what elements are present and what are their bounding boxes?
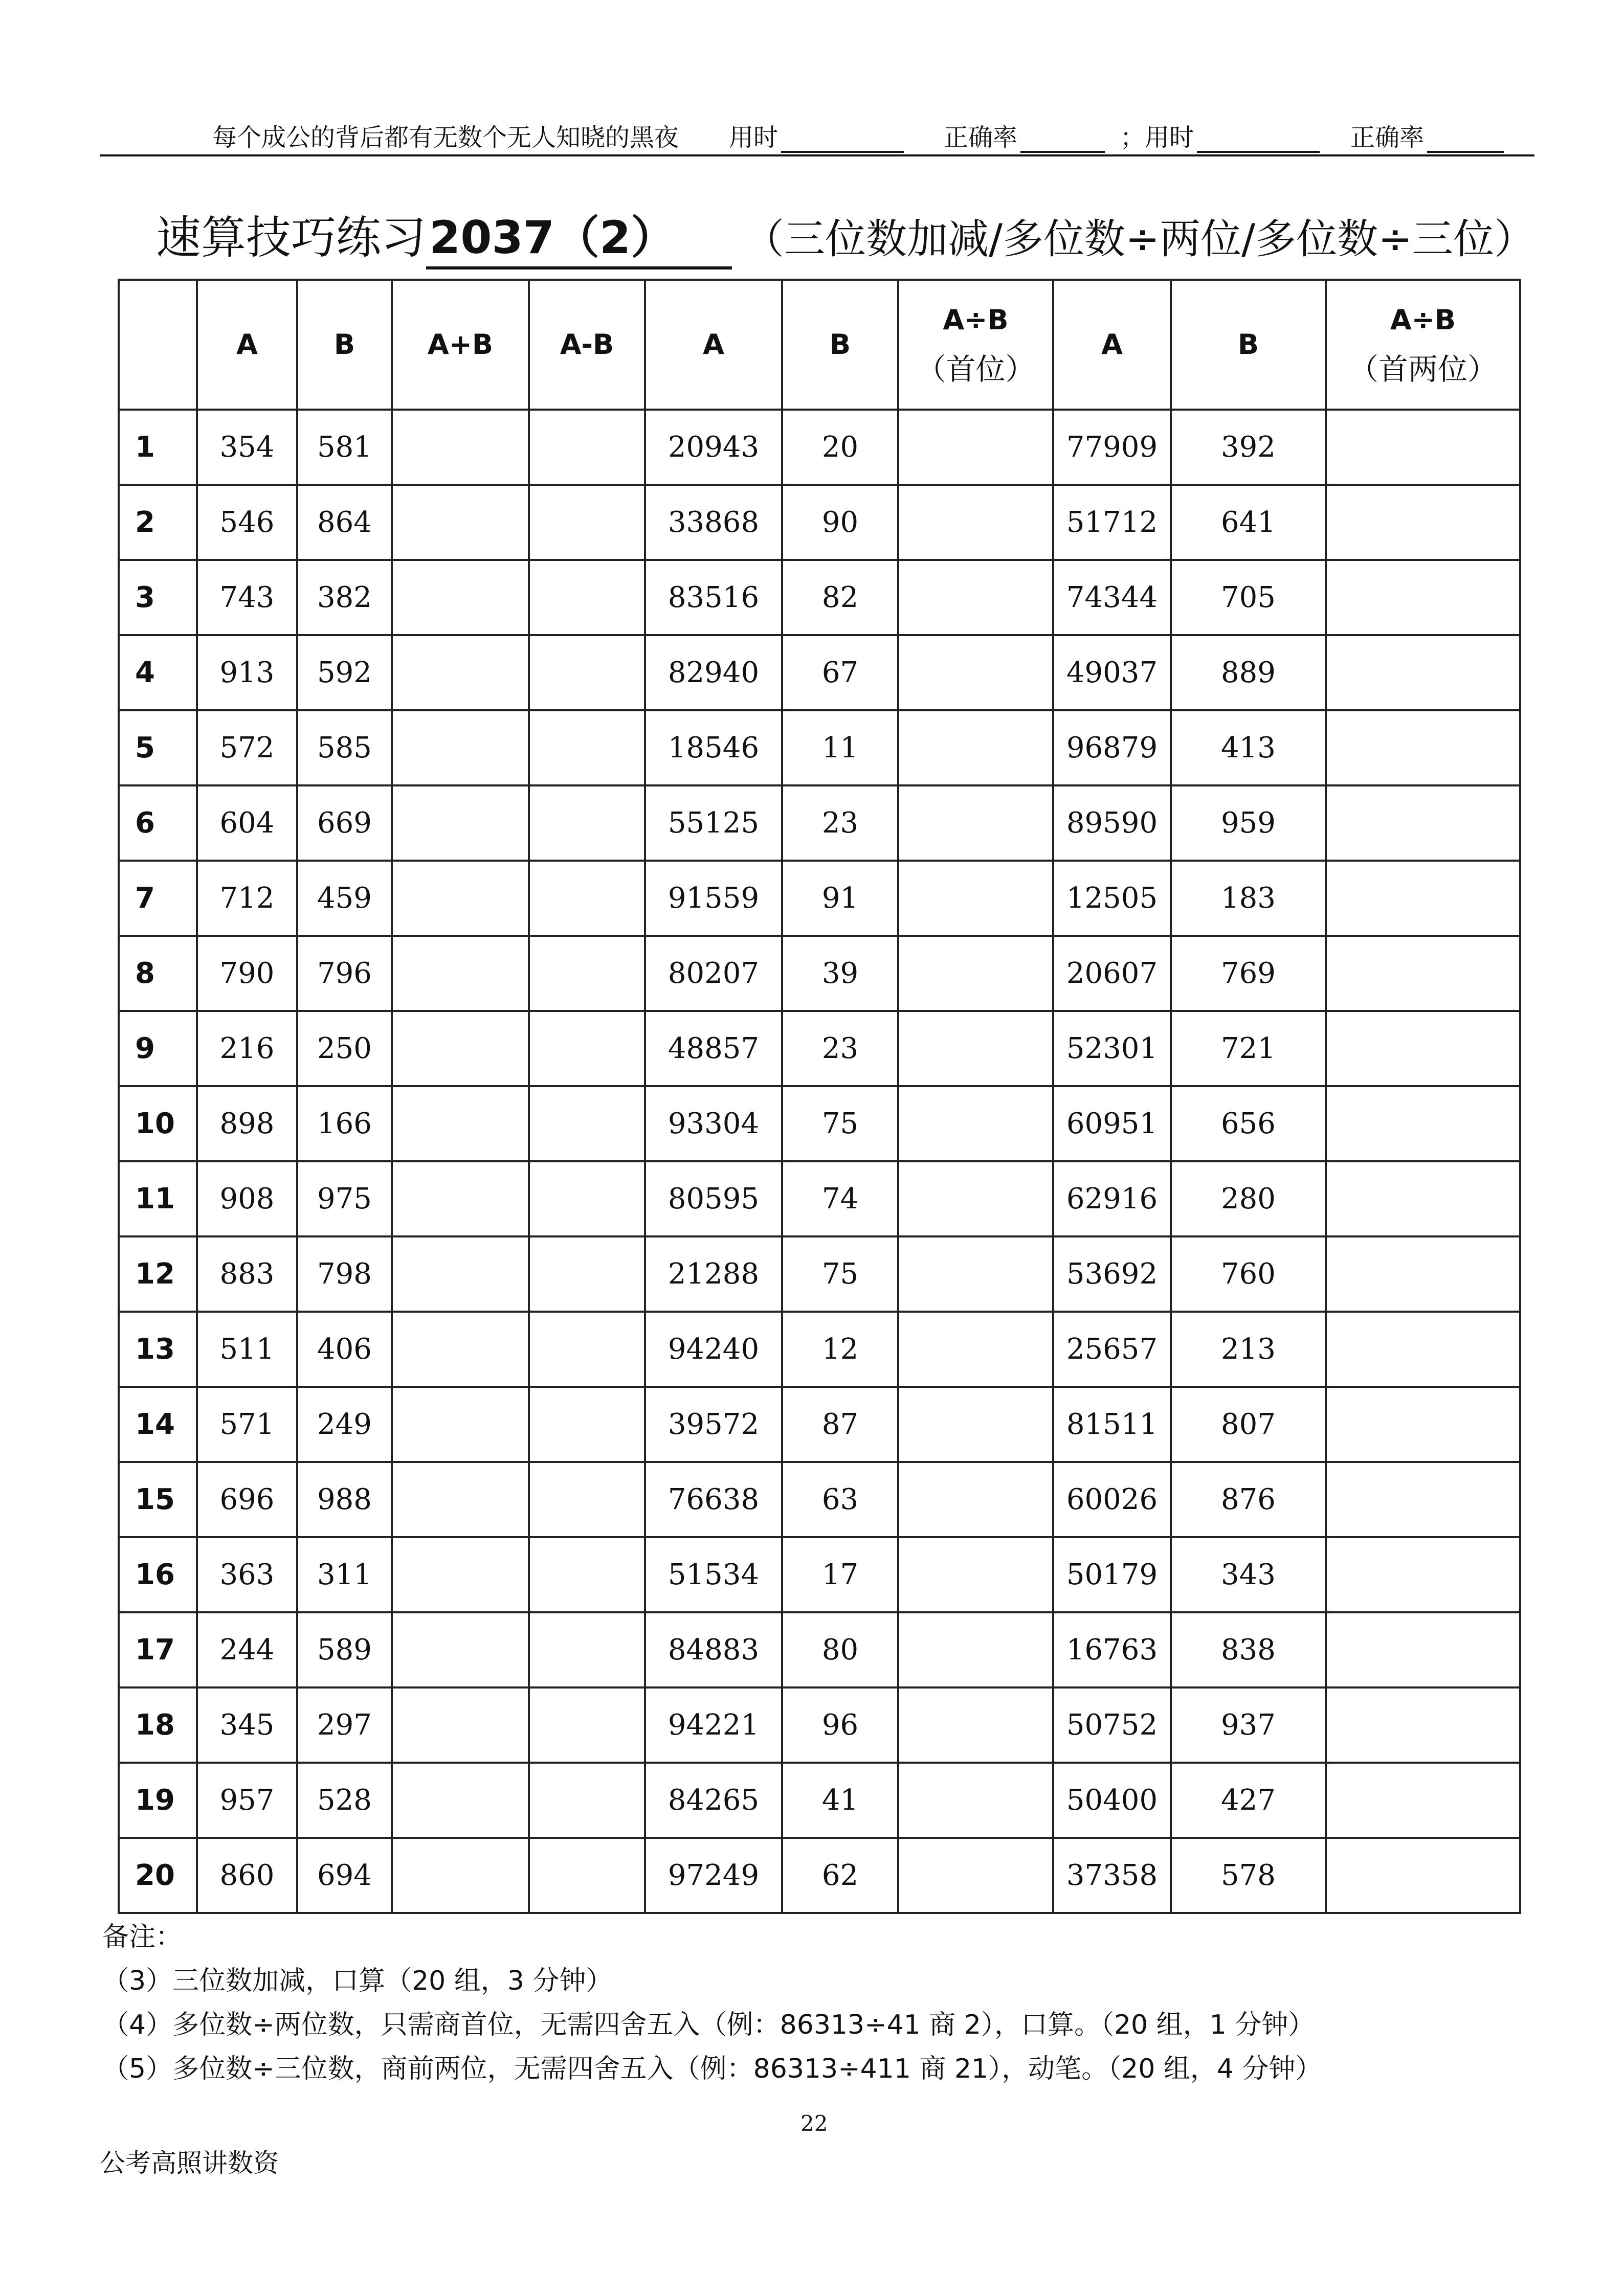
column-header-label: A÷B: [943, 304, 1009, 336]
practice-table: [118, 279, 1521, 1914]
column-header: [119, 280, 197, 410]
column-header: [297, 280, 392, 410]
column-header-label: B: [829, 328, 851, 361]
difference-answer-cell[interactable]: [529, 1537, 645, 1612]
row-number: 1: [119, 410, 197, 485]
footer-text: 公考高照讲数资: [100, 2148, 279, 2178]
quotient-first-two-digits-cell[interactable]: [1326, 1086, 1520, 1161]
difference-answer-cell[interactable]: [529, 710, 645, 785]
divisor-b: 41: [782, 1763, 898, 1838]
divisor-b: 183: [1171, 861, 1326, 936]
divisor-b: 39: [782, 936, 898, 1011]
table-row: [119, 1011, 1520, 1086]
dividend-a: 50752: [1053, 1687, 1171, 1763]
dividend-a: 20607: [1053, 936, 1171, 1011]
header-motto: 每个成公的背后都有无数个无人知晓的黑夜: [212, 123, 679, 152]
quotient-first-two-digits-cell[interactable]: [1326, 1462, 1520, 1537]
dividend-a: 33868: [645, 485, 782, 560]
sum-answer-cell[interactable]: [392, 560, 529, 635]
divisor-b: 75: [782, 1086, 898, 1161]
divisor-b: 760: [1171, 1236, 1326, 1312]
divisor-b: 413: [1171, 710, 1326, 785]
addend-b: 382: [297, 560, 392, 635]
sum-answer-cell[interactable]: [392, 1687, 529, 1763]
table-row: [119, 1236, 1520, 1312]
dividend-a: 77909: [1053, 410, 1171, 485]
divisor-b: 23: [782, 1011, 898, 1086]
sum-answer-cell[interactable]: [392, 1763, 529, 1838]
addend-a: 743: [197, 560, 297, 635]
quotient-first-digit-cell[interactable]: [898, 410, 1053, 485]
quotient-first-digit-cell[interactable]: [898, 560, 1053, 635]
sum-answer-cell[interactable]: [392, 710, 529, 785]
sum-answer-cell[interactable]: [392, 1537, 529, 1612]
row-number: 15: [119, 1462, 197, 1537]
addend-b: 988: [297, 1462, 392, 1537]
sum-answer-cell[interactable]: [392, 1236, 529, 1312]
page-title: [156, 202, 1535, 269]
row-number: 2: [119, 485, 197, 560]
dividend-a: 82940: [645, 635, 782, 710]
sum-answer-cell[interactable]: [392, 1312, 529, 1387]
divisor-b: 20: [782, 410, 898, 485]
difference-answer-cell[interactable]: [529, 560, 645, 635]
addend-a: 883: [197, 1236, 297, 1312]
table-row: [119, 1612, 1520, 1687]
quotient-first-digit-cell[interactable]: [898, 1462, 1053, 1537]
sum-answer-cell[interactable]: [392, 1011, 529, 1086]
addend-a: 244: [197, 1612, 297, 1687]
divisor-b: 343: [1171, 1537, 1326, 1612]
table-row: [119, 710, 1520, 785]
difference-answer-cell[interactable]: [529, 1161, 645, 1236]
difference-answer-cell[interactable]: [529, 485, 645, 560]
divisor-b: 280: [1171, 1161, 1326, 1236]
divisor-b: 213: [1171, 1312, 1326, 1387]
dividend-a: 94221: [645, 1687, 782, 1763]
addend-b: 669: [297, 785, 392, 861]
table-row: [119, 936, 1520, 1011]
divisor-b: 876: [1171, 1462, 1326, 1537]
addend-a: 354: [197, 410, 297, 485]
quotient-first-digit-cell[interactable]: [898, 1161, 1053, 1236]
sum-answer-cell[interactable]: [392, 936, 529, 1011]
quotient-first-two-digits-cell[interactable]: [1326, 485, 1520, 560]
addend-a: 898: [197, 1086, 297, 1161]
divisor-b: 90: [782, 485, 898, 560]
addend-b: 459: [297, 861, 392, 936]
row-number: 5: [119, 710, 197, 785]
addend-b: 311: [297, 1537, 392, 1612]
accuracy-blank-1[interactable]: [1020, 124, 1105, 153]
divisor-b: 82: [782, 560, 898, 635]
divisor-b: 23: [782, 785, 898, 861]
divisor-b: 11: [782, 710, 898, 785]
sum-answer-cell[interactable]: [392, 1161, 529, 1236]
addend-a: 345: [197, 1687, 297, 1763]
dividend-a: 76638: [645, 1462, 782, 1537]
dividend-a: 53692: [1053, 1236, 1171, 1312]
time-field-2[interactable]: [1120, 118, 1320, 153]
divisor-b: 427: [1171, 1763, 1326, 1838]
row-number: 16: [119, 1537, 197, 1612]
dividend-a: 49037: [1053, 635, 1171, 710]
row-number: 18: [119, 1687, 197, 1763]
column-header: [898, 280, 1053, 410]
sum-answer-cell[interactable]: [392, 1612, 529, 1687]
difference-answer-cell[interactable]: [529, 410, 645, 485]
row-number: 17: [119, 1612, 197, 1687]
dividend-a: 80207: [645, 936, 782, 1011]
addend-a: 571: [197, 1387, 297, 1462]
addend-b: 694: [297, 1838, 392, 1913]
quotient-first-two-digits-cell[interactable]: [1326, 1387, 1520, 1462]
row-number: 7: [119, 861, 197, 936]
divisor-b: 769: [1171, 936, 1326, 1011]
column-header-label: A÷B: [1390, 304, 1456, 336]
time-label-2: ；用时: [1120, 123, 1194, 152]
time-field-1[interactable]: [729, 118, 904, 153]
addend-b: 166: [297, 1086, 392, 1161]
sum-answer-cell[interactable]: [392, 1086, 529, 1161]
dividend-a: 94240: [645, 1312, 782, 1387]
column-header: [782, 280, 898, 410]
divisor-b: 705: [1171, 560, 1326, 635]
difference-answer-cell[interactable]: [529, 936, 645, 1011]
row-number: 11: [119, 1161, 197, 1236]
table-row: [119, 485, 1520, 560]
dividend-a: 80595: [645, 1161, 782, 1236]
difference-answer-cell[interactable]: [529, 1236, 645, 1312]
time-blank-1[interactable]: [781, 124, 904, 153]
divisor-b: 838: [1171, 1612, 1326, 1687]
divisor-b: 63: [782, 1462, 898, 1537]
addend-b: 589: [297, 1612, 392, 1687]
accuracy-field-1[interactable]: [944, 118, 1105, 153]
dividend-a: 62916: [1053, 1161, 1171, 1236]
quotient-first-two-digits-cell[interactable]: [1326, 1687, 1520, 1763]
sum-answer-cell[interactable]: [392, 410, 529, 485]
quotient-first-digit-cell[interactable]: [898, 1236, 1053, 1312]
divisor-b: 80: [782, 1612, 898, 1687]
quotient-first-digit-cell[interactable]: [898, 861, 1053, 936]
addend-b: 297: [297, 1687, 392, 1763]
accuracy-blank-2[interactable]: [1427, 124, 1504, 153]
table-row: [119, 1086, 1520, 1161]
divisor-b: 937: [1171, 1687, 1326, 1763]
dividend-a: 16763: [1053, 1612, 1171, 1687]
difference-answer-cell[interactable]: [529, 1612, 645, 1687]
notes-label: 备注：: [102, 1922, 183, 1952]
dividend-a: 93304: [645, 1086, 782, 1161]
difference-answer-cell[interactable]: [529, 635, 645, 710]
table-row: [119, 1838, 1520, 1913]
column-header: [197, 280, 297, 410]
dividend-a: 18546: [645, 710, 782, 785]
divisor-b: 91: [782, 861, 898, 936]
title-number: 2037（2）: [426, 202, 732, 269]
difference-answer-cell[interactable]: [529, 1011, 645, 1086]
column-header-label: A: [703, 328, 724, 361]
addend-a: 363: [197, 1537, 297, 1612]
table-row: [119, 785, 1520, 861]
addend-a: 860: [197, 1838, 297, 1913]
time-blank-2[interactable]: [1197, 124, 1320, 153]
difference-answer-cell[interactable]: [529, 1312, 645, 1387]
addend-a: 957: [197, 1763, 297, 1838]
column-header-sublabel: （首两位）: [1348, 352, 1497, 387]
page-header: [100, 114, 1534, 156]
addend-a: 790: [197, 936, 297, 1011]
quotient-first-digit-cell[interactable]: [898, 1387, 1053, 1462]
quotient-first-digit-cell[interactable]: [898, 936, 1053, 1011]
quotient-first-digit-cell[interactable]: [898, 485, 1053, 560]
addend-a: 913: [197, 635, 297, 710]
note-line: （4）多位数÷两位数，只需商首位，无需四舍五入（例：86313÷41 商 2），口算。（20 组，1 分钟）: [102, 2010, 1315, 2040]
row-number: 3: [119, 560, 197, 635]
column-header: [392, 280, 529, 410]
quotient-first-two-digits-cell[interactable]: [1326, 710, 1520, 785]
dividend-a: 20943: [645, 410, 782, 485]
addend-a: 712: [197, 861, 297, 936]
accuracy-field-2[interactable]: [1350, 118, 1504, 153]
divisor-b: 807: [1171, 1387, 1326, 1462]
accuracy-label-1: 正确率: [944, 123, 1018, 152]
dividend-a: 91559: [645, 861, 782, 936]
row-number: 14: [119, 1387, 197, 1462]
column-header: [529, 280, 645, 410]
note-line: （5）多位数÷三位数，商前两位，无需四舍五入（例：86313÷411 商 21），动笔。（20 组，4 分钟）: [102, 2054, 1322, 2084]
table-row: [119, 1312, 1520, 1387]
sum-answer-cell[interactable]: [392, 485, 529, 560]
difference-answer-cell[interactable]: [529, 1763, 645, 1838]
dividend-a: 21288: [645, 1236, 782, 1312]
dividend-a: 55125: [645, 785, 782, 861]
dividend-a: 97249: [645, 1838, 782, 1913]
quotient-first-two-digits-cell[interactable]: [1326, 785, 1520, 861]
addend-a: 216: [197, 1011, 297, 1086]
dividend-a: 50400: [1053, 1763, 1171, 1838]
dividend-a: 81511: [1053, 1387, 1171, 1462]
row-number: 9: [119, 1011, 197, 1086]
quotient-first-digit-cell[interactable]: [898, 635, 1053, 710]
addend-b: 249: [297, 1387, 392, 1462]
column-header-label: A-B: [560, 328, 614, 361]
title-prefix: 速算技巧练习: [156, 211, 427, 264]
dividend-a: 84883: [645, 1612, 782, 1687]
divisor-b: 62: [782, 1838, 898, 1913]
difference-answer-cell[interactable]: [529, 1462, 645, 1537]
column-header-label: A: [1101, 328, 1123, 361]
column-header: [645, 280, 782, 410]
row-number: 4: [119, 635, 197, 710]
table-row: [119, 861, 1520, 936]
table-row: [119, 1387, 1520, 1462]
dividend-a: 51712: [1053, 485, 1171, 560]
quotient-first-two-digits-cell[interactable]: [1326, 936, 1520, 1011]
table-row: [119, 1161, 1520, 1236]
addend-b: 528: [297, 1763, 392, 1838]
quotient-first-digit-cell[interactable]: [898, 1838, 1053, 1913]
addend-a: 604: [197, 785, 297, 861]
addend-b: 406: [297, 1312, 392, 1387]
table-row: [119, 1462, 1520, 1537]
dividend-a: 39572: [645, 1387, 782, 1462]
row-number: 20: [119, 1838, 197, 1913]
quotient-first-digit-cell[interactable]: [898, 785, 1053, 861]
quotient-first-digit-cell[interactable]: [898, 1763, 1053, 1838]
divisor-b: 578: [1171, 1838, 1326, 1913]
column-header: [1053, 280, 1171, 410]
addend-b: 250: [297, 1011, 392, 1086]
quotient-first-digit-cell[interactable]: [898, 710, 1053, 785]
table-row: [119, 635, 1520, 710]
divisor-b: 87: [782, 1387, 898, 1462]
column-header-label: B: [1237, 328, 1259, 361]
addend-b: 581: [297, 410, 392, 485]
dividend-a: 51534: [645, 1537, 782, 1612]
quotient-first-two-digits-cell[interactable]: [1326, 560, 1520, 635]
quotient-first-two-digits-cell[interactable]: [1326, 1537, 1520, 1612]
table-row: [119, 1537, 1520, 1612]
quotient-first-digit-cell[interactable]: [898, 1011, 1053, 1086]
row-number: 8: [119, 936, 197, 1011]
dividend-a: 74344: [1053, 560, 1171, 635]
divisor-b: 75: [782, 1236, 898, 1312]
addend-a: 908: [197, 1161, 297, 1236]
table-row: [119, 560, 1520, 635]
dividend-a: 60951: [1053, 1086, 1171, 1161]
quotient-first-digit-cell[interactable]: [898, 1612, 1053, 1687]
addend-b: 975: [297, 1161, 392, 1236]
divisor-b: 392: [1171, 410, 1326, 485]
quotient-first-digit-cell[interactable]: [898, 1086, 1053, 1161]
notes-section: [102, 1915, 1322, 2091]
divisor-b: 67: [782, 635, 898, 710]
addend-b: 796: [297, 936, 392, 1011]
quotient-first-two-digits-cell[interactable]: [1326, 1763, 1520, 1838]
dividend-a: 84265: [645, 1763, 782, 1838]
column-header: [1326, 280, 1520, 410]
column-header-sublabel: （首位）: [916, 352, 1035, 387]
addend-b: 798: [297, 1236, 392, 1312]
dividend-a: 12505: [1053, 861, 1171, 936]
dividend-a: 50179: [1053, 1537, 1171, 1612]
quotient-first-two-digits-cell[interactable]: [1326, 1011, 1520, 1086]
addend-b: 864: [297, 485, 392, 560]
row-number: 12: [119, 1236, 197, 1312]
quotient-first-two-digits-cell[interactable]: [1326, 1161, 1520, 1236]
difference-answer-cell[interactable]: [529, 1086, 645, 1161]
difference-answer-cell[interactable]: [529, 1387, 645, 1462]
divisor-b: 96: [782, 1687, 898, 1763]
sum-answer-cell[interactable]: [392, 635, 529, 710]
sum-answer-cell[interactable]: [392, 1387, 529, 1462]
dividend-a: 37358: [1053, 1838, 1171, 1913]
row-number: 6: [119, 785, 197, 861]
quotient-first-two-digits-cell[interactable]: [1326, 1312, 1520, 1387]
note-line: （3）三位数加减，口算（20 组，3 分钟）: [102, 1966, 613, 1996]
quotient-first-two-digits-cell[interactable]: [1326, 1838, 1520, 1913]
column-header-label: A+B: [427, 328, 494, 361]
column-header-label: A: [236, 328, 258, 361]
addend-b: 592: [297, 635, 392, 710]
row-number: 10: [119, 1086, 197, 1161]
difference-answer-cell[interactable]: [529, 785, 645, 861]
divisor-b: 656: [1171, 1086, 1326, 1161]
quotient-first-two-digits-cell[interactable]: [1326, 1612, 1520, 1687]
column-header-label: B: [333, 328, 355, 361]
row-number: 13: [119, 1312, 197, 1387]
table-row: [119, 1687, 1520, 1763]
quotient-first-two-digits-cell[interactable]: [1326, 861, 1520, 936]
row-number: 19: [119, 1763, 197, 1838]
table-row: [119, 1763, 1520, 1838]
divisor-b: 959: [1171, 785, 1326, 861]
table-row: [119, 410, 1520, 485]
dividend-a: 96879: [1053, 710, 1171, 785]
difference-answer-cell[interactable]: [529, 1838, 645, 1913]
addend-b: 585: [297, 710, 392, 785]
sum-answer-cell[interactable]: [392, 785, 529, 861]
page-number: 22: [800, 2111, 828, 2136]
difference-answer-cell[interactable]: [529, 861, 645, 936]
column-header: [1171, 280, 1326, 410]
quotient-first-digit-cell[interactable]: [898, 1537, 1053, 1612]
quotient-first-two-digits-cell[interactable]: [1326, 410, 1520, 485]
divisor-b: 889: [1171, 635, 1326, 710]
addend-a: 511: [197, 1312, 297, 1387]
dividend-a: 25657: [1053, 1312, 1171, 1387]
sum-answer-cell[interactable]: [392, 861, 529, 936]
sum-answer-cell[interactable]: [392, 1462, 529, 1537]
dividend-a: 60026: [1053, 1462, 1171, 1537]
sum-answer-cell[interactable]: [392, 1838, 529, 1913]
divisor-b: 641: [1171, 485, 1326, 560]
table-header-row: [119, 280, 1520, 410]
addend-a: 546: [197, 485, 297, 560]
divisor-b: 721: [1171, 1011, 1326, 1086]
quotient-first-digit-cell[interactable]: [898, 1687, 1053, 1763]
quotient-first-two-digits-cell[interactable]: [1326, 1236, 1520, 1312]
time-label-1: 用时: [729, 123, 778, 152]
title-subtitle: （三位数加减/多位数÷两位/多位数÷三位）: [743, 215, 1536, 263]
divisor-b: 12: [782, 1312, 898, 1387]
divisor-b: 17: [782, 1537, 898, 1612]
dividend-a: 48857: [645, 1011, 782, 1086]
accuracy-label-2: 正确率: [1350, 123, 1425, 152]
addend-a: 696: [197, 1462, 297, 1537]
addend-a: 572: [197, 710, 297, 785]
quotient-first-two-digits-cell[interactable]: [1326, 635, 1520, 710]
dividend-a: 52301: [1053, 1011, 1171, 1086]
quotient-first-digit-cell[interactable]: [898, 1312, 1053, 1387]
divisor-b: 74: [782, 1161, 898, 1236]
difference-answer-cell[interactable]: [529, 1687, 645, 1763]
dividend-a: 83516: [645, 560, 782, 635]
dividend-a: 89590: [1053, 785, 1171, 861]
